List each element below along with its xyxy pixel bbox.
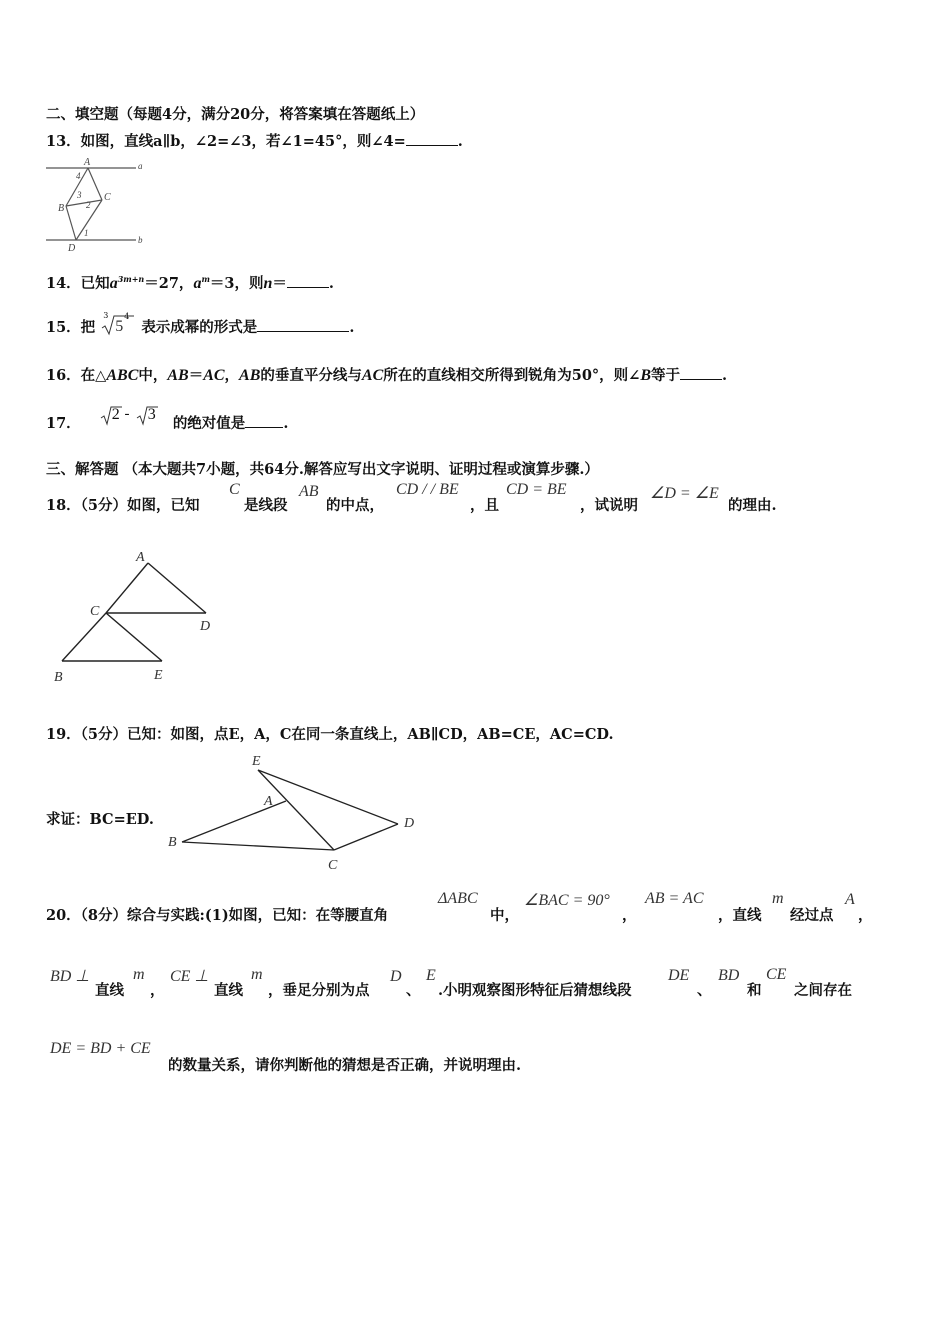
q14-base-2: a (193, 275, 202, 292)
q19-prove: 求证：BC=ED. (46, 811, 154, 828)
q18-cond-2: CD = BE (506, 481, 567, 498)
label-A: A (136, 550, 145, 565)
question-17 (46, 406, 289, 433)
label-D: D (404, 816, 415, 831)
q19-figure (160, 750, 430, 876)
question-18-lead: 18．（5分）如图，已知 (46, 497, 200, 514)
q18-cond-1: CD / / BE (396, 481, 459, 498)
question-14 (46, 272, 334, 293)
question-13-text: 13．如图，直线a∥b，∠2=∠3，若∠1=45°，则∠4= (46, 133, 406, 150)
radicand-exponent: 4 (124, 312, 130, 321)
question-15 (46, 311, 355, 337)
question-14-lead: 14．已知 (46, 275, 110, 292)
q14-exponent-2: m (201, 274, 210, 285)
answer-blank (257, 317, 349, 332)
label-1: 1 (84, 228, 89, 238)
q20-angle: ∠BAC = 90° (524, 892, 610, 909)
label-A: A (264, 794, 273, 809)
q16-mid-3: 所在的直线相交所得到锐角为50°，则∠ (383, 367, 641, 384)
question-15-lead: 15．把 (46, 319, 96, 336)
q20-m-3: m (251, 966, 263, 983)
q14-mid: ＝27， (144, 275, 194, 292)
q14-base-1: a (109, 275, 118, 292)
q14-exponent-1: 3m+n (117, 274, 145, 285)
q16-mid-1: 中， (138, 367, 168, 384)
q16-mid-2: 的垂直平分线与 (260, 367, 362, 384)
label-E: E (252, 754, 261, 769)
q17-tail: 的绝对值是 (172, 415, 246, 432)
q20-t2: ， (622, 907, 637, 924)
q18-figure (50, 545, 220, 687)
label-C: C (104, 192, 111, 203)
q17-radicand-b: 3 (147, 406, 156, 423)
q20-e: E (426, 967, 436, 984)
q20-t7: ， (150, 982, 165, 999)
answer-blank (245, 413, 283, 428)
q20-t9: ，垂足分别为点 (268, 982, 370, 999)
q17-expression (100, 406, 168, 430)
q20-eq: AB = AC (645, 890, 704, 907)
q16-comma: ， (224, 367, 240, 384)
label-B: B (168, 835, 177, 850)
label-D: D (200, 619, 211, 634)
q20-t3: ，直线 (718, 907, 762, 924)
label-b: b (138, 235, 143, 245)
q20-relation: DE = BD + CE (50, 1040, 151, 1057)
q20-t14: 之间存在 (794, 982, 852, 999)
q13-figure (44, 156, 150, 254)
q17-radicand-a: 2 (111, 406, 120, 423)
q16-ac: AC (203, 367, 225, 384)
q18-c: C (229, 481, 240, 498)
q16-ac-2: AC (361, 367, 384, 384)
q20-m-1: m (772, 890, 784, 907)
q18-t1: 是线段 (244, 497, 288, 514)
q16-b: B (640, 367, 651, 384)
q16-triangle: ABC (106, 367, 139, 384)
q20-d: D (390, 968, 402, 985)
q17-lead: 17． (46, 415, 81, 432)
q20-t15: 的数量关系，请你判断他的猜想是否正确，并说明理由. (168, 1057, 522, 1074)
question-13 (46, 130, 463, 151)
q18-t2: 的中点， (326, 497, 384, 514)
q18-t3: ，且 (470, 497, 499, 514)
q20-ce-perp: CE ⊥ (170, 968, 209, 985)
answer-blank (680, 365, 722, 380)
answer-blank (287, 273, 329, 288)
answer-blank (406, 131, 458, 146)
radical-sign-icon (100, 404, 170, 428)
q20-t10: 、 (406, 982, 421, 999)
label-4: 4 (76, 171, 81, 181)
q20-t13: 和 (747, 982, 762, 999)
q20-t8: 直线 (214, 982, 243, 999)
radicand: 5 (115, 318, 124, 335)
question-13-end: . (457, 133, 463, 150)
q15-radical (100, 311, 136, 335)
q15-end: . (349, 319, 355, 336)
q20-m-2: m (133, 966, 145, 983)
q20-ce: CE (766, 966, 787, 983)
label-B: B (58, 203, 65, 214)
label-2: 2 (86, 200, 91, 210)
q16-tail: 等于 (650, 367, 680, 384)
label-E: E (154, 668, 163, 683)
q20-t11: .小明观察图形特征后猜想线段 (438, 982, 632, 999)
q20-t5: ， (858, 907, 873, 924)
section-3-header: 三、解答题 （本大题共7小题，共64分.解答应写出文字说明、证明过程或演算步骤.） (46, 461, 599, 478)
q17-end: . (283, 415, 289, 432)
q14-tail: ＝ (272, 275, 287, 292)
label-D: D (68, 243, 76, 254)
q20-triangle: ΔABC (438, 890, 478, 907)
label-a: a (138, 161, 143, 171)
section-2-header: 二、填空题（每题4分，满分20分，将答案填在答题纸上） (46, 106, 425, 123)
q20-a: A (845, 891, 855, 908)
q20-bd-perp: BD ⊥ (50, 968, 90, 985)
q16-ab-2: AB (239, 367, 261, 384)
q18-t4: ，试说明 (580, 497, 638, 514)
q20-t1: 中， (490, 907, 519, 924)
q17-minus: - (120, 406, 134, 422)
q20-t6: 直线 (95, 982, 124, 999)
q18-goal: ∠D = ∠E (650, 485, 719, 502)
label-B: B (54, 670, 63, 685)
root-index: 3 (103, 311, 109, 320)
question-19: 19．（5分）已知：如图，点E，A，C在同一条直线上，AB∥CD，AB=CE，AC=CD. (46, 726, 614, 743)
question-16 (46, 364, 727, 385)
q20-bd: BD (718, 967, 740, 984)
q15-tail: 表示成幂的形式是 (141, 319, 258, 336)
q16-lead: 16．在△ (46, 367, 107, 384)
q18-t5: 的理由. (728, 497, 777, 514)
q16-eq: ＝ (188, 367, 204, 384)
q20-t4: 经过点 (790, 907, 834, 924)
q14-variable: n (263, 275, 273, 292)
q14-mid-2: ＝3，则 (209, 275, 264, 292)
q14-end: . (328, 275, 334, 292)
q20-de: DE (668, 967, 690, 984)
label-C: C (90, 604, 100, 619)
q16-end: . (721, 367, 728, 384)
q18-ab: AB (299, 483, 319, 500)
label-A: A (84, 157, 91, 168)
q16-ab: AB (167, 367, 189, 384)
q20-t12: 、 (697, 982, 712, 999)
q20-lead: 20．（8分）综合与实践:(1)如图，已知：在等腰直角 (46, 907, 389, 924)
label-3: 3 (77, 190, 82, 200)
label-C: C (328, 858, 338, 873)
